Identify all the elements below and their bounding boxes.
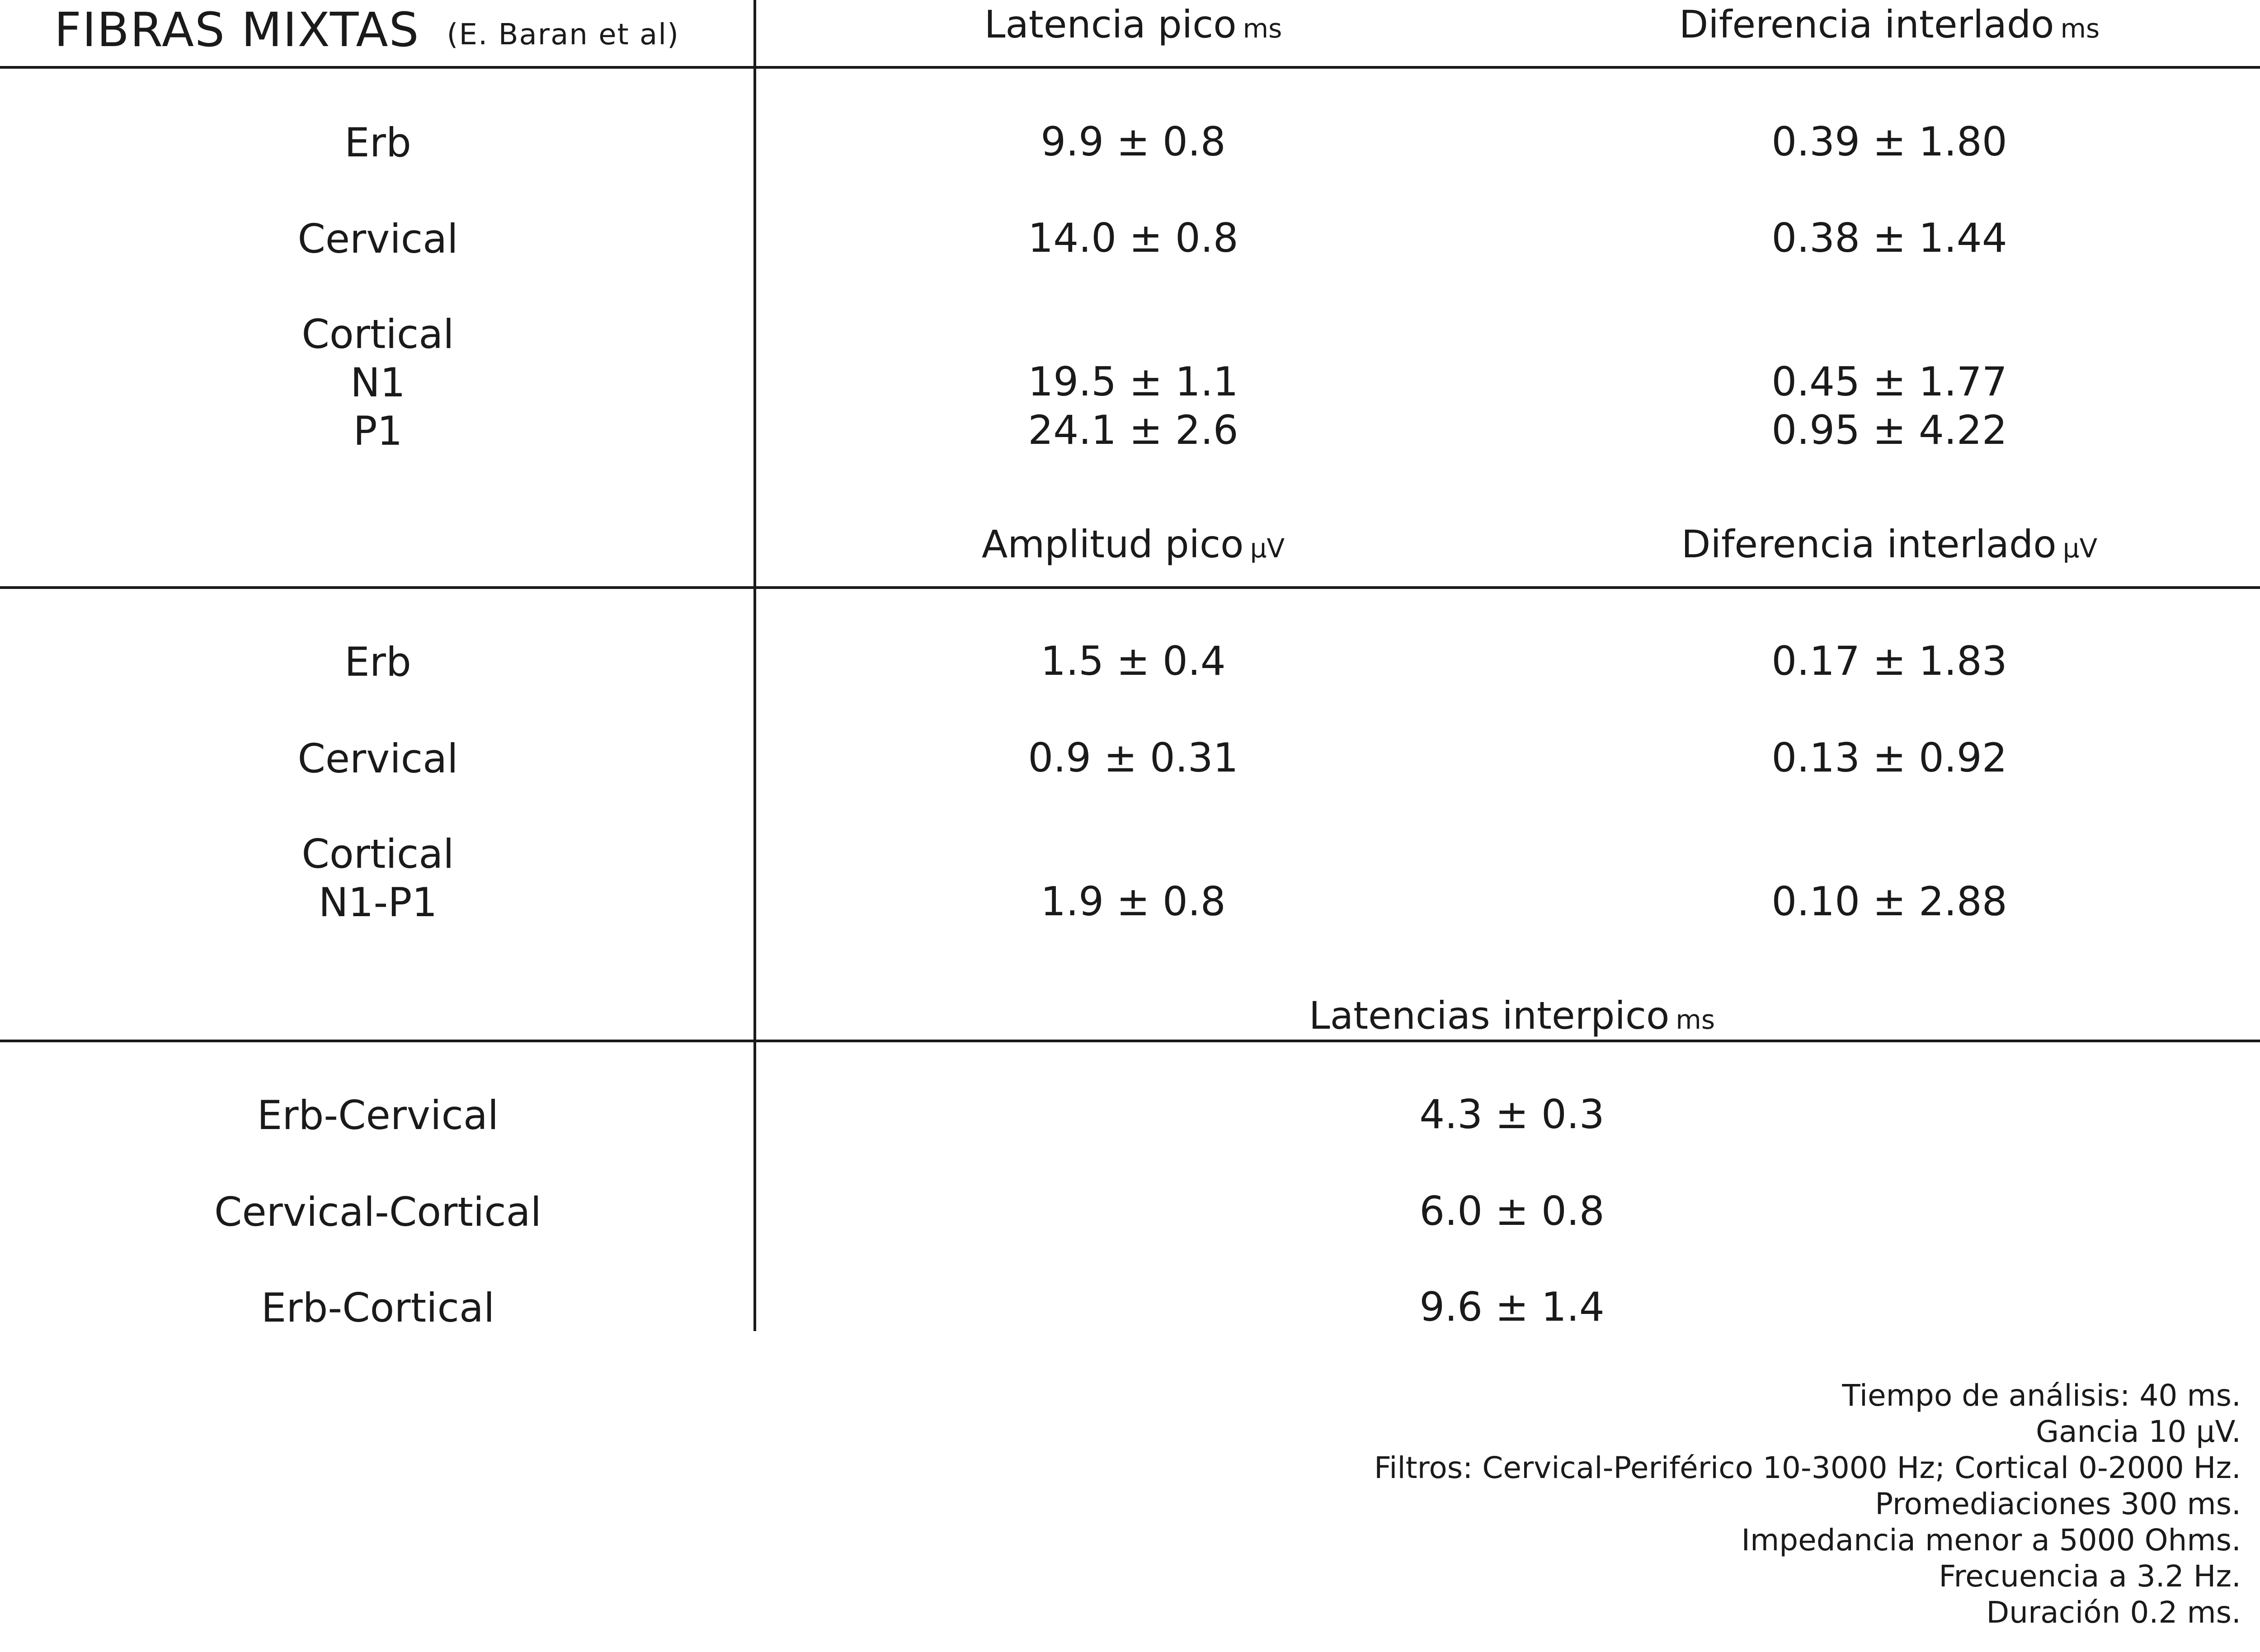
header-unit: ms [2060,13,2100,44]
latency-diff-erb: 0.39 ± 1.80 [1771,118,2007,165]
interpeak-cervical-cortical: 6.0 ± 0.8 [1419,1188,1605,1234]
header-unit: ms [1676,1004,1715,1035]
header-text: Diferencia interlado [1681,522,2057,566]
divider-header-latency [0,66,2260,69]
divider-header-amplitude [0,586,2260,589]
latency-cervical: 14.0 ± 0.8 [1028,215,1238,261]
divider-vertical [753,0,756,1331]
header-amplitud-pico [982,522,1285,566]
header-latencias-interpico [1309,993,1715,1038]
header-text: Amplitud pico [981,522,1244,566]
note-line: Promediaciones 300 ms. [1875,1487,2241,1521]
amplitude-diff-erb: 0.17 ± 1.83 [1771,638,2007,684]
cortical-sub-p1: P1 [353,408,403,454]
cortical-label: Cortical [301,831,454,877]
recording-notes [1374,1378,2241,1631]
amp-row-label-erb: Erb [344,639,411,685]
interpeak-erb-cortical: 9.6 ± 1.4 [1419,1284,1605,1330]
header-unit: ms [1243,13,1282,44]
header-latencia-pico [984,2,1282,47]
title-main: FIBRAS MIXTAS [54,2,420,57]
amplitude-diff-cervical: 0.13 ± 0.92 [1771,734,2007,781]
row-label-erb: Erb [344,119,411,166]
header-text: Latencias interpico [1309,993,1670,1038]
amplitude-n1p1: 1.9 ± 0.8 [1041,878,1226,925]
title-source: (E. Baran et al) [447,18,679,52]
note-line: Tiempo de análisis: 40 ms. [1842,1378,2241,1413]
note-line: Duración 0.2 ms. [1986,1595,2241,1630]
header-unit: μV [2062,533,2098,564]
latency-diff-p1: 0.95 ± 4.22 [1771,407,2007,453]
note-line: Gancia 10 μV. [2035,1414,2241,1449]
row-label-cortical [301,310,454,455]
amplitude-diff-n1p1: 0.10 ± 2.88 [1771,878,2007,925]
amplitude-erb: 1.5 ± 0.4 [1041,638,1226,684]
amplitude-cervical: 0.9 ± 0.31 [1028,734,1238,781]
latency-erb: 9.9 ± 0.8 [1041,118,1226,165]
row-label-cervical: Cervical [297,216,458,262]
divider-header-interpeak [0,1040,2260,1042]
latency-p1: 24.1 ± 2.6 [1028,407,1238,453]
cortical-sub-n1: N1 [350,359,405,406]
cortical-sub-n1p1: N1-P1 [318,879,438,926]
header-diferencia-interlado-ms [1679,2,2100,47]
header-text: Diferencia interlado [1679,2,2054,47]
cortical-label: Cortical [301,311,454,358]
interpeak-erb-cervical: 4.3 ± 0.3 [1419,1091,1605,1138]
interpeak-label-erb-cortical: Erb-Cortical [261,1285,495,1331]
latency-diff-cervical: 0.38 ± 1.44 [1771,215,2007,261]
note-line: Filtros: Cervical-Periférico 10-3000 Hz; Cortical 0-2000 Hz. [1374,1450,2241,1485]
amp-row-label-cortical [301,830,454,927]
header-diferencia-interlado-uv [1681,522,2097,566]
table-title [54,2,679,57]
header-unit: μV [1250,533,1285,564]
latency-diff-n1: 0.45 ± 1.77 [1771,358,2007,405]
interpeak-label-cervical-cortical: Cervical-Cortical [214,1189,541,1235]
amp-row-label-cervical: Cervical [297,735,458,782]
header-text: Latencia pico [984,2,1237,47]
note-line: Impedancia menor a 5000 Ohms. [1741,1523,2241,1558]
note-line: Frecuencia a 3.2 Hz. [1939,1559,2241,1594]
latency-n1: 19.5 ± 1.1 [1028,358,1238,405]
interpeak-label-erb-cervical: Erb-Cervical [257,1092,499,1139]
